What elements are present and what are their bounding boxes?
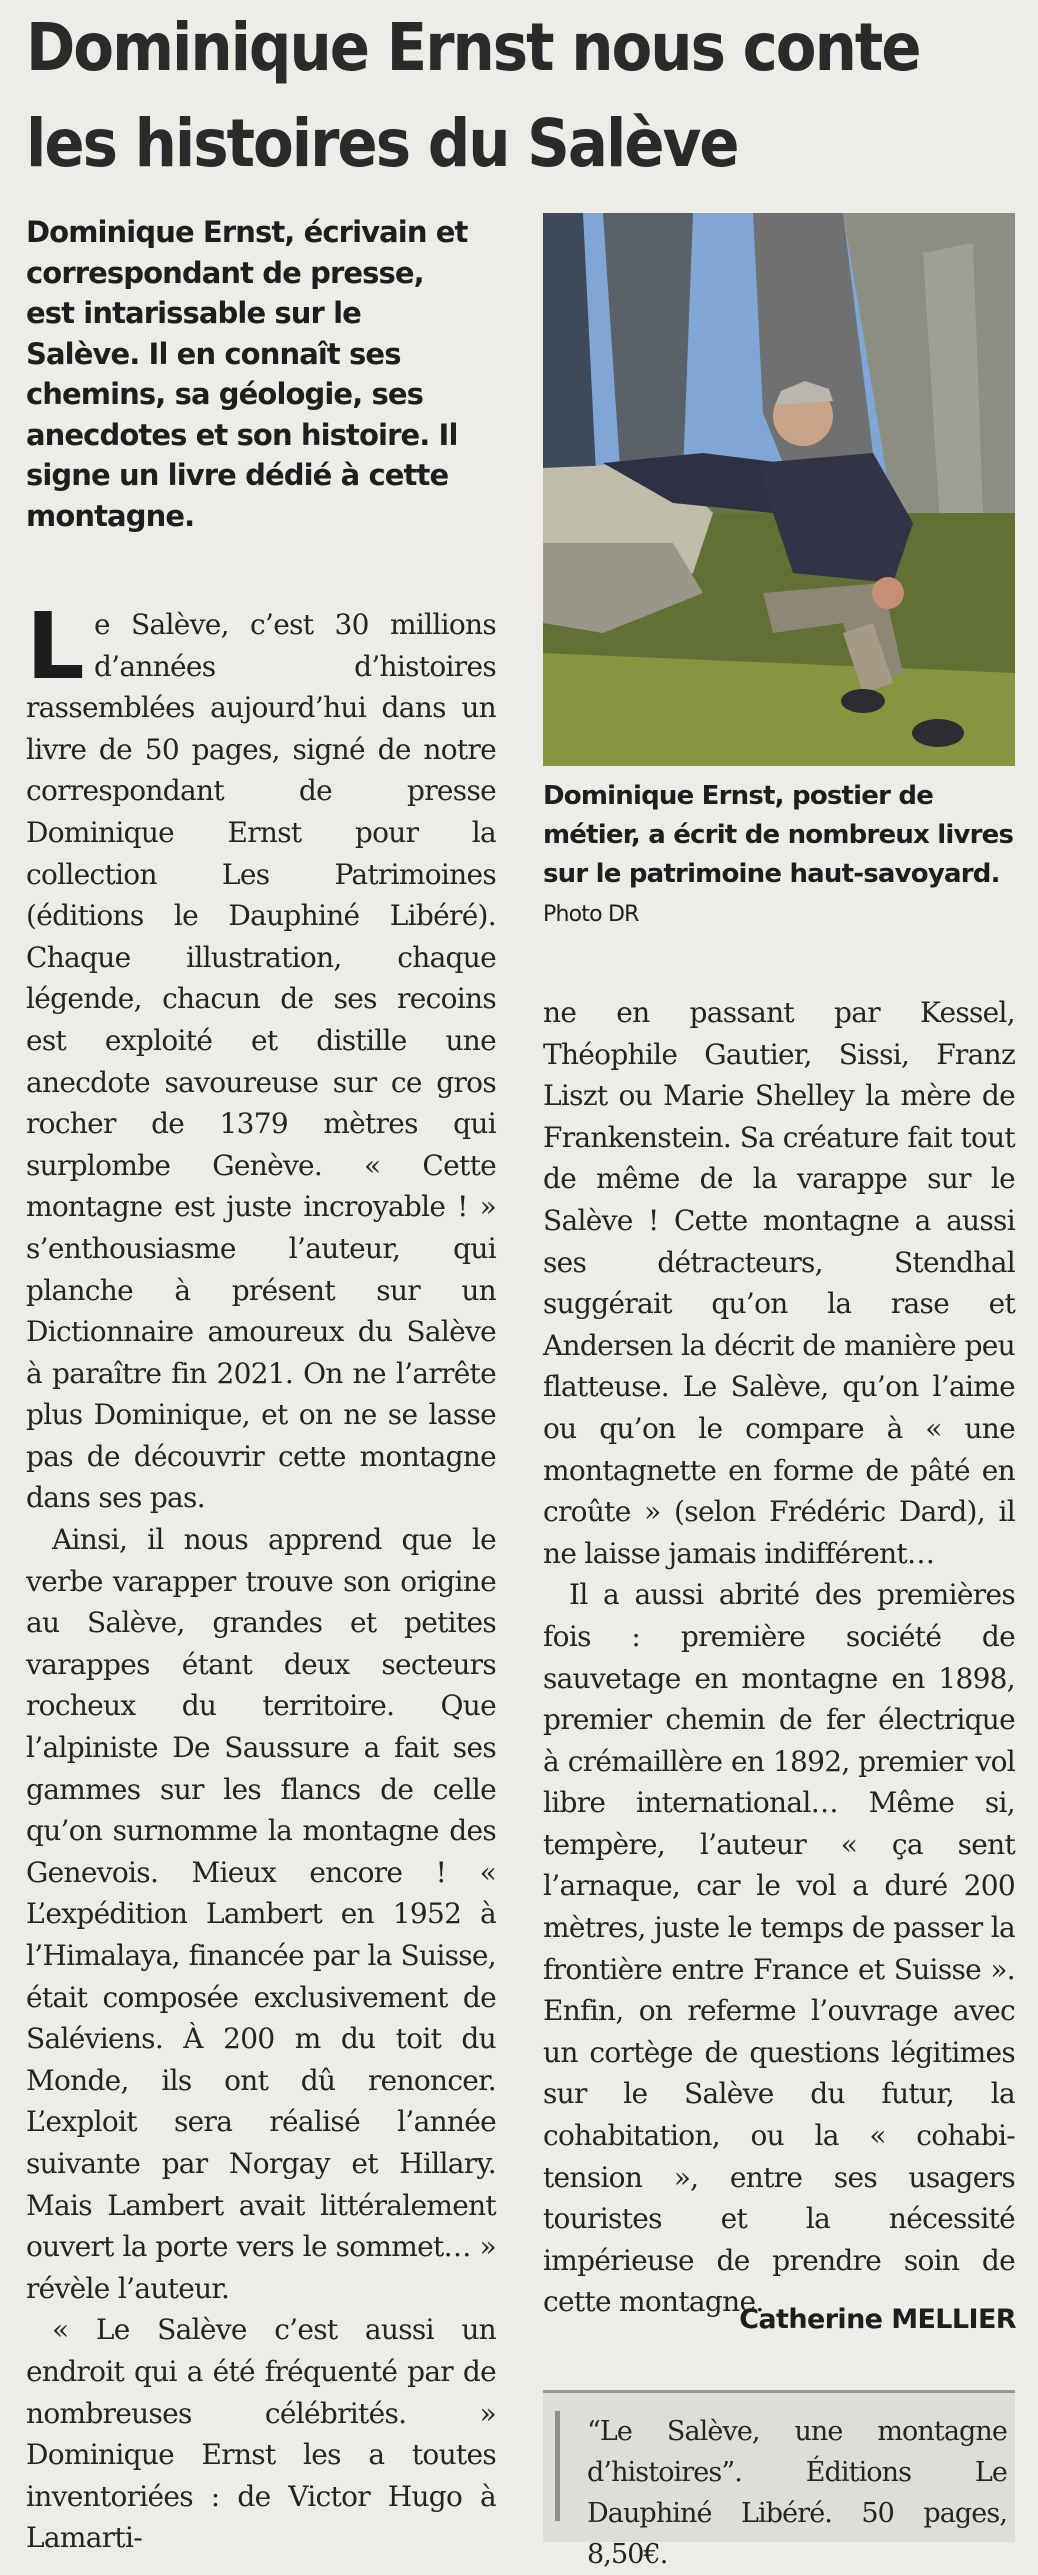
book-info-box [543, 2390, 1015, 2570]
article-body-left-column [26, 593, 496, 2559]
photo-credit: Photo DR [543, 902, 639, 927]
caption-text: Dominique Ernst, postier de métier, a écrit de nombreux livres sur le patrimoine haut-savoyard. [543, 781, 1014, 889]
paragraph-3-start: « Le Salève c’est aussi un endroit qui a été fréquenté par de nombreuses célébrités. » Dominique Ernst les a toutes inventoriées : de Victor Hugo à Lamarti- [26, 2313, 496, 2555]
box-accent-bar [555, 2411, 560, 2521]
drop-cap: L [26, 593, 84, 700]
book-info-text: “Le Salève, une montagne d’histoires”. Éditions Le Dauphiné Libéré. 50 pages, 8,50€. [587, 2416, 1007, 2570]
article-body-right-column [543, 992, 1015, 2323]
photo-illustration [543, 213, 1015, 766]
article-author: Catherine MELLIER [739, 2304, 1016, 2335]
article-standfirst: Dominique Ernst, écrivain et correspondant de presse, est intarissable sur le Salève. Il en connaît ses chemins, sa géologie, ses anecdotes et son histoire. Il signe un livre dédié à cette montagne. [26, 215, 468, 533]
paragraph-3-end: ne en passant par Kessel, Théophile Gautier, Sissi, Franz Liszt ou Marie Shelley la mère de Frankenstein. Sa créature fait tout de même de la varappe sur le Salève ! Cette montagne a aussi ses détracteurs, Stendhal suggérait qu’on la rase et Andersen la décrit de manière peu flatteuse. Le Salève, qu’on l’aime ou qu’on le compare à « une montagnette en forme de pâté en croûte » (selon Frédéric Dard), il ne laisse jamais indifférent… [543, 996, 1015, 1570]
article-headline: Dominique Ernst nous conte les histoires du Salève [26, 9, 920, 182]
article-photo [543, 213, 1015, 766]
paragraph-1 [26, 593, 496, 1519]
paragraph-4: Il a aussi abrité des premières fois : première société de sauvetage en montagne en 1898, premier chemin de fer électrique à crémaillère en 1892, premier vol libre international… Même si, tempère, l’auteur « ça sent l’arnaque, car le vol a duré 200 mètres, juste le temps de passer la frontière entre France et Suisse ». Enfin, on referme l’ouvrage avec un cortège de questions légitimes sur le Salève du futur, la cohabitation, ou la « cohabi-tension », entre ses usagers touristes et la nécessité impérieuse de prendre soin de cette montagne. [543, 1578, 1015, 2319]
paragraph-1-text: e Salève, c’est 30 millions d’années d’histoires rassemblées aujourd’hui dans un livre de 50 pages, signé de notre correspondant de presse Dominique Ernst pour la collection Les Patrimoines (éditions le Dauphiné Libéré). Chaque illustration, chaque légende, chacun de ses recoins est exploité et distille une anecdote savoureuse sur ce gros rocher de 1379 mètres qui surplombe Genève. « Cette montagne est juste incroyable ! » s’enthousiasme l’auteur, qui planche à présent sur un Dictionnaire amoureux du Salève à paraître fin 2021. On ne l’arrête plus Dominique, et on ne se lasse pas de découvrir cette montagne dans ses pas. [26, 608, 496, 1515]
paragraph-2: Ainsi, il nous apprend que le verbe varapper trouve son origine au Salève, grandes et petites varappes étant deux secteurs rocheux du territoire. Que l’alpiniste De Saussure a fait ses gammes sur les flancs de celle qu’on surnomme la montagne des Genevois. Mieux encore ! « L’expédition Lambert en 1952 à l’Himalaya, financée par la Suisse, était composée exclusivement de Saléviens. À 200 m du toit du Monde, ils ont dû renoncer. L’exploit sera réalisé l’année suivante par Norgay et Hillary. Mais Lambert avait littéralement ouvert la porte vers le sommet… » révèle l’auteur. [26, 1523, 496, 2305]
photo-caption [543, 777, 1015, 934]
